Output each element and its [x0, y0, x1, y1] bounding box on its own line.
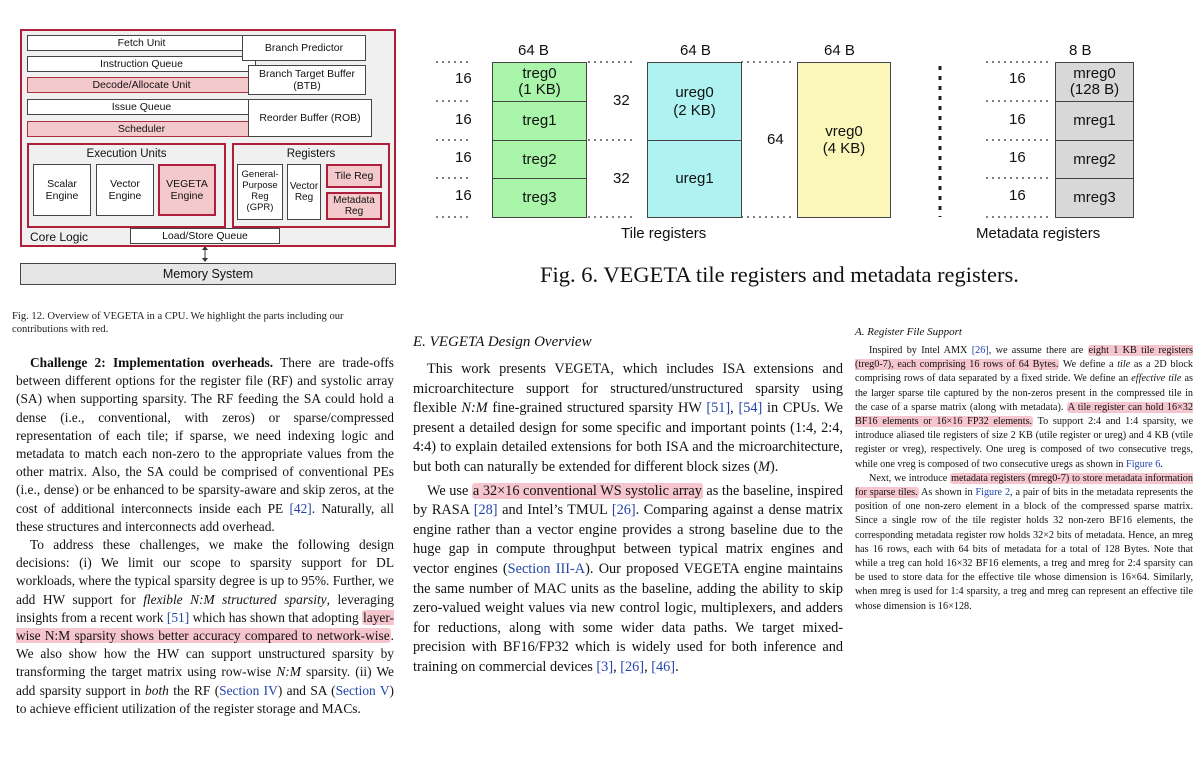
highlight: eight 1 KB tile registers (treg0-7), each comprising 16 rows of 64 Bytes.	[855, 345, 1193, 371]
memory-system-box: Memory System	[20, 263, 396, 285]
text-run: sparsity. (ii) We add sparsity support in	[16, 664, 394, 698]
mreg1-box: mreg1	[1055, 101, 1134, 141]
mreg-row-size-3: 16	[1009, 187, 1026, 204]
rob-box: Reorder Buffer (ROB)	[248, 99, 372, 137]
citation-link[interactable]: [26]	[971, 345, 989, 356]
citation-link[interactable]: [26]	[611, 502, 636, 519]
section-link[interactable]: Section III-A	[507, 560, 586, 577]
text-run: ,	[613, 658, 621, 675]
text-run: ) to achieve efficient utilization of the register storage and MACs.	[16, 682, 394, 716]
italic-text: tile	[1117, 359, 1131, 371]
text-run: To support 2:4 and 1:4 sparsity, we introduce aliased tile registers of size 2 KB (utile register or ureg) and 4 KB (vtile register or vreg), respectively. One ureg is composed of two consecutive tregs, while one vreg is composed of two consecutive uregs as shown in	[855, 416, 1193, 470]
instruction-queue-box: Instruction Queue	[27, 56, 256, 72]
text-run: . We also show how the HW can support unstructured sparsity by transforming the target matrix using row-wise	[16, 628, 394, 680]
text-run: as the baseline, inspired by RASA	[413, 482, 844, 519]
mreg-row-size-0: 16	[1009, 70, 1026, 87]
treg1-box: treg1	[492, 101, 587, 141]
italic-text: N:M	[461, 400, 488, 417]
highlight: metadata registers (mreg0-7) to store metadata information for sparse tiles.	[855, 472, 1193, 499]
vreg-size: 64	[767, 131, 784, 148]
mreg0-box: mreg0 (128 B)	[1055, 62, 1134, 102]
col1-paragraph-2	[16, 536, 394, 718]
col3-paragraph-2	[855, 472, 1193, 614]
treg3-box: treg3	[492, 178, 587, 218]
col1-text	[16, 354, 394, 718]
text-run: ). Our proposed VEGETA engine maintains the same number of MAC units as the baseline, adding the ability to skip zero-valued weight values via new control logic, multiplexers, and adders for reductions, along with some wider data paths. We target mixed-precision with BF16/FP32 which is widely used for both inference and training on commercial devices	[413, 560, 843, 675]
italic-text: both	[145, 682, 169, 698]
btb-box: Branch Target Buffer (BTB)	[248, 65, 366, 95]
citation-link[interactable]: [26]	[620, 658, 645, 675]
execution-units-title: Execution Units	[86, 148, 167, 160]
mreg3-box: mreg3	[1055, 178, 1134, 218]
text-run: , leveraging insights from a recent work	[16, 591, 394, 625]
text-run: Inspired by Intel AMX	[869, 345, 972, 356]
section-e-heading: E. VEGETA Design Overview	[413, 334, 592, 350]
citation-link[interactable]: [42]	[289, 500, 312, 516]
citation-link[interactable]: [51]	[706, 400, 731, 417]
tile-registers-label: Tile registers	[621, 225, 707, 242]
col-width-vreg: 64 B	[824, 42, 855, 59]
highlight: layer-wise N:M sparsity shows better accuracy compared to network-wise	[16, 609, 394, 644]
row-size-0: 16	[455, 70, 472, 87]
text-run: ,	[730, 400, 739, 417]
text-run: and Intel’s TMUL	[497, 502, 612, 519]
section-a-heading: A. Register File Support	[855, 326, 962, 338]
text-run: ).	[770, 458, 779, 475]
italic-text: effective tile	[1131, 373, 1182, 385]
italic-text: N:M	[276, 664, 301, 680]
text-run: Next, we introduce	[869, 472, 951, 484]
italic-text: M	[758, 458, 771, 475]
issue-queue-box: Issue Queue	[27, 99, 256, 115]
branch-predictor-box: Branch Predictor	[242, 35, 366, 61]
mreg-row-size-1: 16	[1009, 111, 1026, 128]
col-width-treg: 64 B	[518, 42, 549, 59]
text-run: fine-grained structured sparsity HW	[487, 400, 707, 417]
text-run: . Comparing against a dense matrix engine rather than a vector engine provides a strong baseline due to the huge gap in compute throughput between typical matrix engines and vector engines (	[413, 502, 843, 577]
highlight: a 32×16 conventional WS systolic array	[472, 482, 702, 499]
section-link[interactable]: Section IV	[219, 682, 278, 698]
text-run: as the larger sparse tile captured by the non-zeros present in the compressed tile in the case of a sparse matrix (along with metadata).	[855, 373, 1193, 413]
section-link[interactable]: Section V	[335, 682, 390, 698]
memory-arrow	[195, 246, 215, 262]
italic-text: flexible N:M structured sparsity	[143, 591, 327, 607]
mreg2-box: mreg2	[1055, 140, 1134, 179]
citation-link[interactable]: [28]	[473, 502, 498, 519]
treg0-box: treg0 (1 KB)	[492, 62, 587, 102]
decode-allocate-unit-box: Decode/Allocate Unit	[27, 77, 256, 93]
gpr-box: General- Purpose Reg (GPR)	[237, 164, 283, 220]
text-run: . Naturally, all these structures and interconnects add overhead.	[16, 500, 394, 534]
col3-text	[855, 344, 1193, 614]
metadata-reg-box: Metadata Reg	[326, 192, 382, 220]
text-run: in CPUs. We present a detailed design for some specific and important points (1:4, 2:4, 4:4) to explain detailed extensions for both ISA and the microarchitecture, but both can naturally be extended for different block sizes (	[413, 400, 844, 475]
tile-reg-box: Tile Reg	[326, 164, 382, 188]
text-run: To address these challenges, we make the following design decisions: (i) We limit our scope to sparsity support for DL workloads, where the typical sparsity degree is up to 95%. Further, we add HW support for	[16, 537, 394, 607]
core-logic-label: Core Logic	[30, 230, 89, 244]
col2-paragraph-2	[413, 482, 843, 678]
scheduler-box: Scheduler	[27, 121, 256, 137]
text-run: , a pair of bits in the metadata represents the position of one non-zero element in a block of the compressed sparse matrix. Since a single row of the tile register holds 32 non-zero BF16 elements, the corresponding metadata register row holds 32×2 bits of metadata. Hence, an mreg has 16 rows, each with 64 bits of metadata for a total of 128 Bytes. Note that while a treg can hold 16×32 BF16 elements, a treg and mreg for 2:4 sparsity can be used to store data for the effective tile whose dimension is 16×64. Similarly, when mreg is used for 1:4 sparsity, a treg and mreg can represent an effective tile whose dimension is 16×128.	[855, 487, 1193, 612]
ureg-size-1: 32	[613, 170, 630, 187]
text-run: This work presents VEGETA, which includes ISA extensions and microarchitecture support for structured/unstructured sparsity using flexible	[413, 361, 843, 417]
load-store-queue-box: Load/Store Queue	[130, 228, 280, 244]
treg2-box: treg2	[492, 140, 587, 179]
text-run: the RF (	[168, 682, 220, 698]
citation-link[interactable]: [51]	[166, 609, 190, 625]
text-run: ) and SA (	[277, 682, 336, 698]
text-run: There are trade-offs between different options for the register file (RF) and systolic array (SA) when supporting sparsity. The RF feeding the SA could hold a dense (i.e., conventional, with zeros) or sparse/compressed representation of each tile; if sparse, we need indexing logic and metadata to match each non-zero to the appropriate values from the other matrix. Also, the SA could be comprised of conventional PEs (i.e., dense) or be enhanced to be sparsity-aware and skip zeros, at the cost of additional interconnects inside each PE	[16, 355, 394, 516]
citation-link[interactable]: [54]	[738, 400, 763, 417]
vector-engine-box: Vector Engine	[96, 164, 154, 216]
figure-link[interactable]: Figure 6	[1126, 458, 1161, 470]
row-size-1: 16	[455, 111, 472, 128]
col-width-ureg: 64 B	[680, 42, 711, 59]
fig12-caption: Fig. 12. Overview of VEGETA in a CPU. We highlight the parts including our contributions with red.	[12, 311, 344, 335]
mreg-row-size-2: 16	[1009, 149, 1026, 166]
registers-title: Registers	[286, 148, 336, 160]
ureg1-box: ureg1	[647, 140, 742, 218]
fig6-caption: Fig. 6. VEGETA tile registers and metadata registers.	[540, 262, 1019, 287]
text-run: .	[675, 658, 679, 675]
text-run: We define a	[1059, 359, 1118, 371]
metadata-registers-label: Metadata registers	[976, 225, 1101, 242]
vreg0-box: vreg0 (4 KB)	[797, 62, 891, 218]
col1-paragraph-1	[16, 354, 394, 536]
col-width-mreg: 8 B	[1069, 42, 1092, 59]
col2-text	[413, 360, 843, 678]
citation-link[interactable]: [3]	[596, 658, 614, 675]
text-run: We use	[427, 482, 472, 499]
challenge-2-heading: Challenge 2: Implementation overheads.	[30, 355, 274, 370]
text-run: as a 2D block comprising rows of data separated by a fixed stride. We define an	[855, 359, 1194, 385]
text-run: which has shown that adopting	[189, 609, 363, 625]
figure-link[interactable]: Figure 2	[975, 487, 1011, 499]
highlight: A tile register can hold 16×32 BF16 elements or 16×16 FP32 elements.	[855, 401, 1193, 428]
ureg-size-0: 32	[613, 92, 630, 109]
col2-paragraph-1	[413, 360, 843, 478]
text-run: ,	[644, 658, 652, 675]
text-run: .	[1160, 458, 1163, 470]
text-run: , we assume there are	[988, 345, 1088, 356]
col3-paragraph-1	[855, 344, 1193, 472]
text-run: As shown in	[918, 487, 976, 499]
fetch-unit-box: Fetch Unit	[27, 35, 256, 51]
citation-link[interactable]: [46]	[651, 658, 676, 675]
row-size-3: 16	[455, 187, 472, 204]
vector-reg-box: Vector Reg	[287, 164, 321, 220]
vegeta-engine-box: VEGETA Engine	[158, 164, 216, 216]
ureg0-box: ureg0 (2 KB)	[647, 62, 742, 141]
scalar-engine-box: Scalar Engine	[33, 164, 91, 216]
row-size-2: 16	[455, 149, 472, 166]
